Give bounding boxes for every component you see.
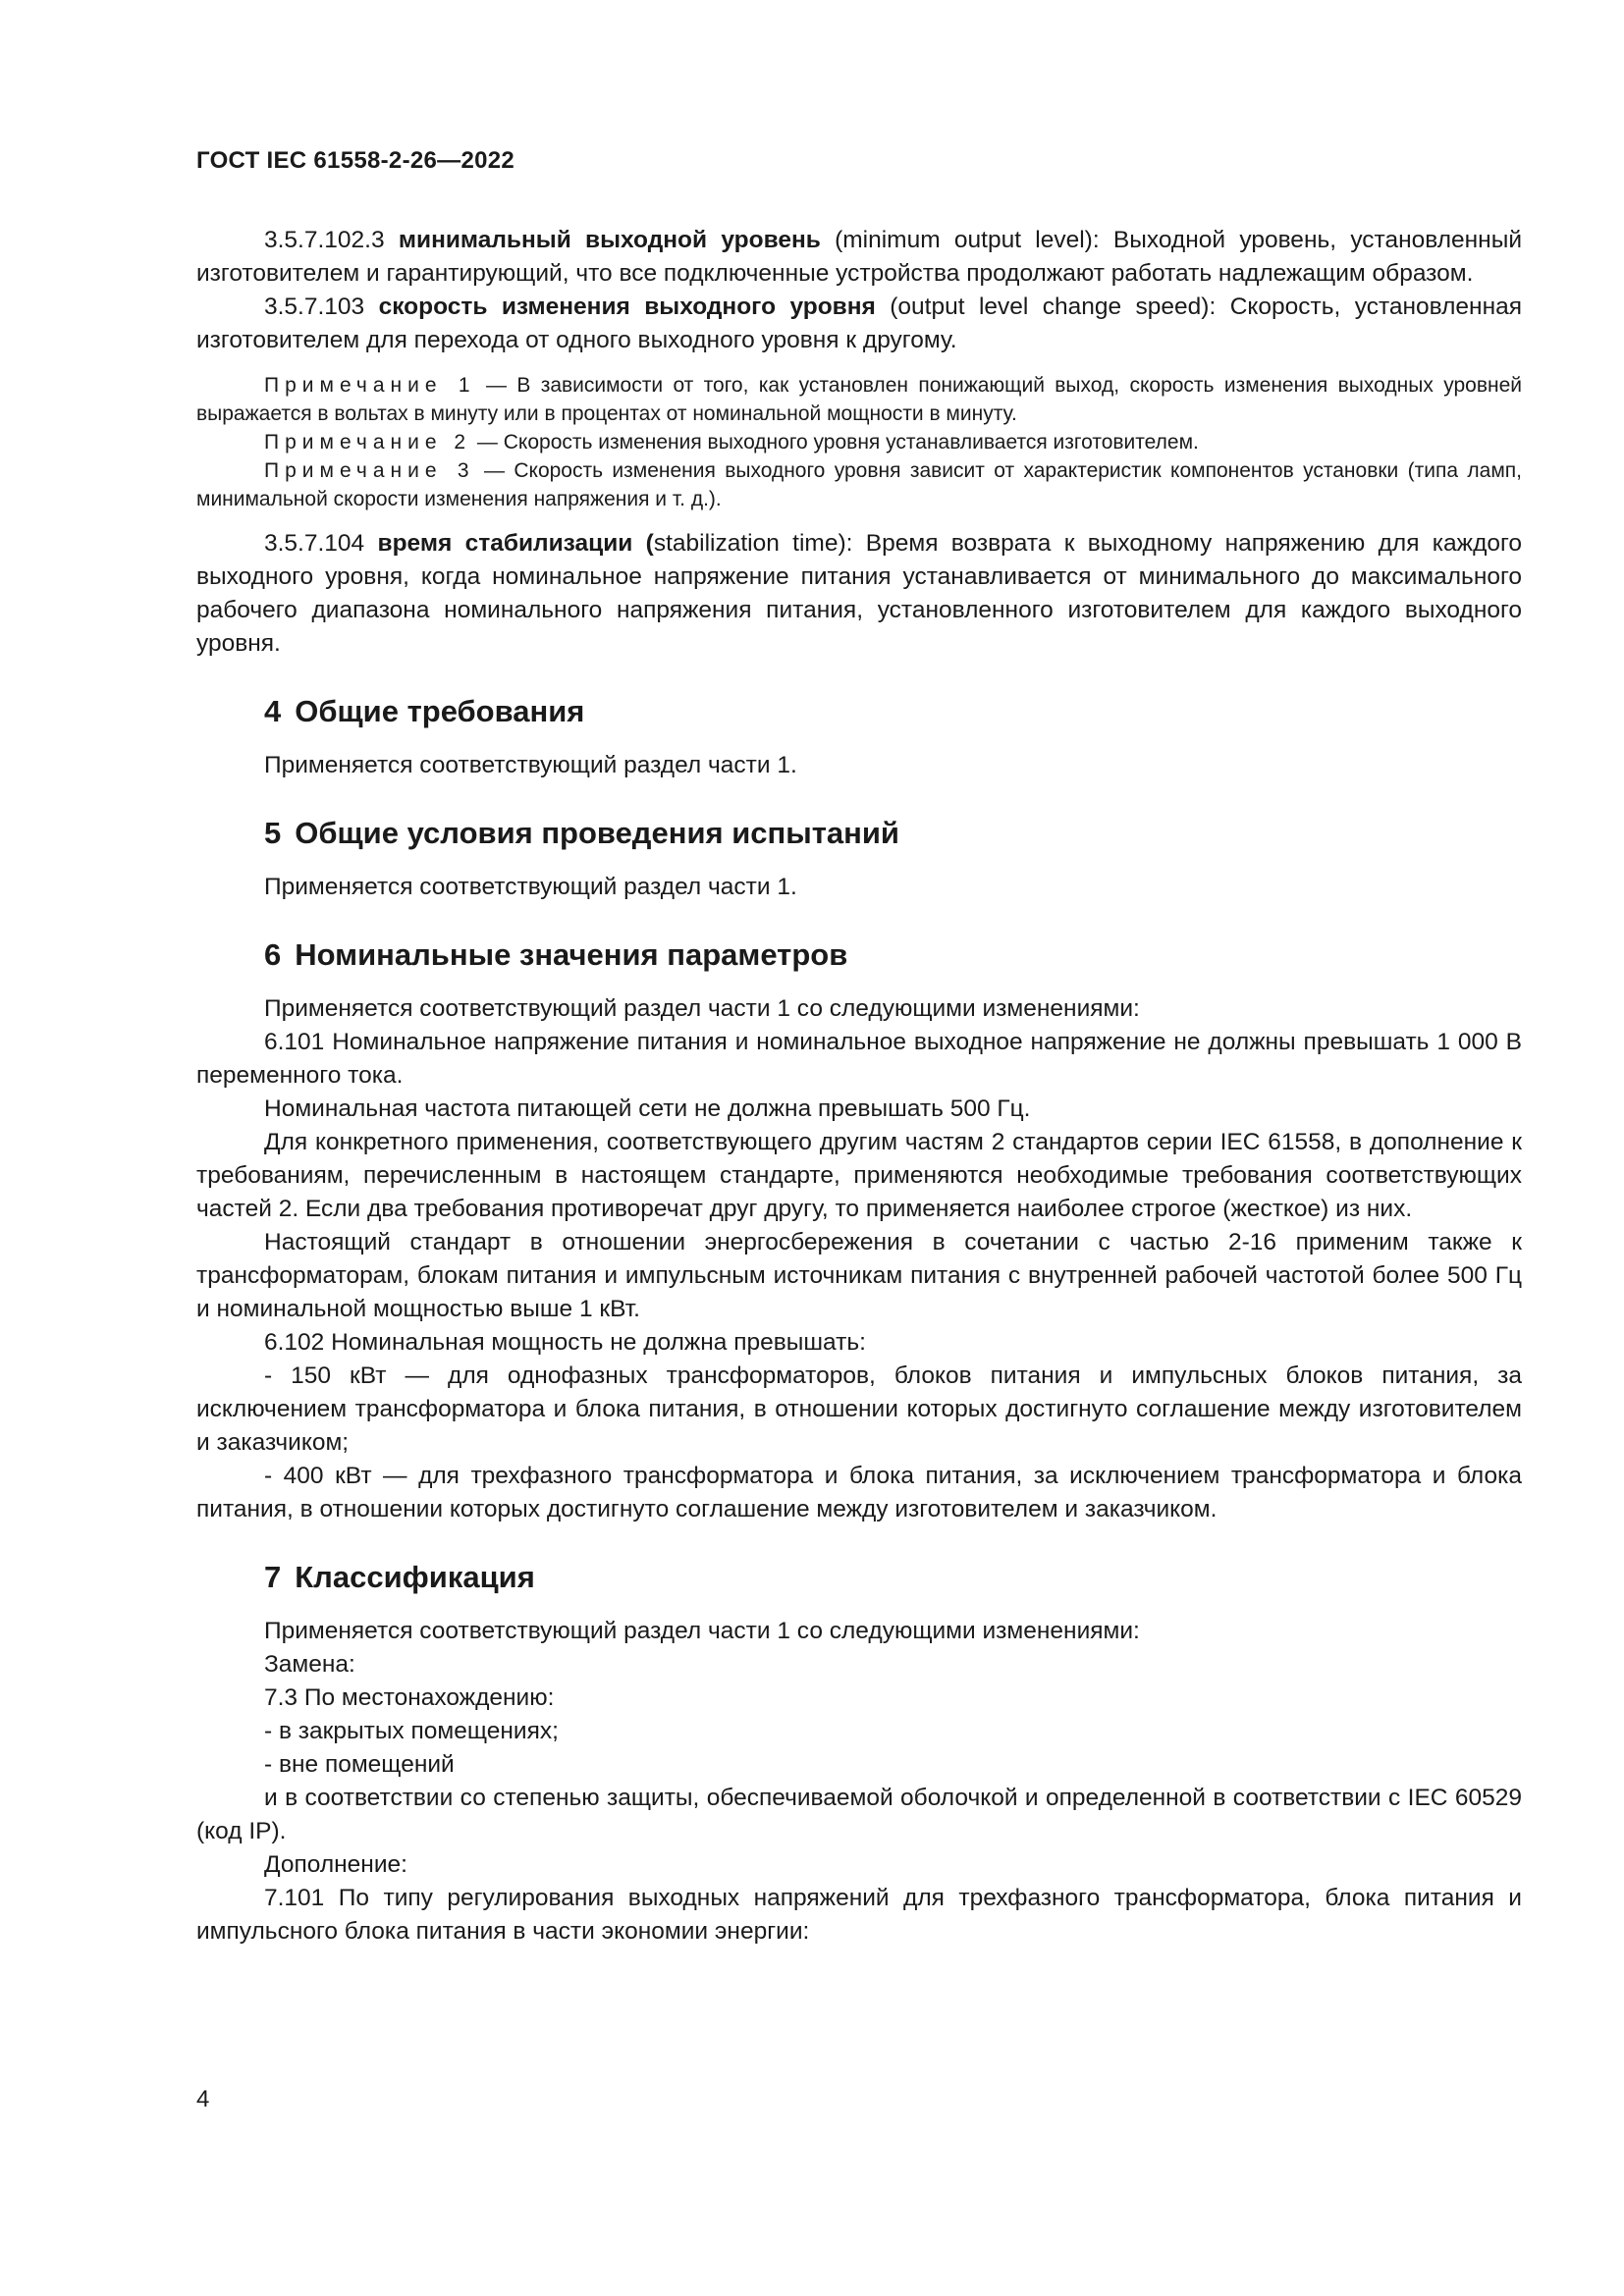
section-6-list-item: - 400 кВт — для трехфазного трансформатора и блока питания, за исключением трансформатора и блока питания, в отношении которых достигнуто соглашение между изготовителем и заказчиком.	[196, 1463, 1522, 1522]
definition-number: 3.5.7.103	[264, 294, 365, 320]
note-label: Примечание 3	[264, 459, 475, 482]
definition-3-5-7-102-3	[196, 224, 1522, 291]
section-title: Номинальные значения параметров	[295, 937, 848, 972]
section-title: Классификация	[295, 1560, 535, 1594]
section-number: 4	[264, 694, 282, 728]
definition-term: минимальный выходной уровень	[398, 227, 821, 253]
section-title: Общие требования	[295, 694, 585, 728]
section-number: 7	[264, 1560, 282, 1594]
section-7-list-item: - в закрытых помещениях;	[264, 1718, 559, 1744]
document-header: ГОСТ IEC 61558-2-26—2022	[196, 147, 515, 174]
page-number: 4	[196, 2086, 210, 2112]
section-7-paragraph: Замена:	[264, 1651, 355, 1678]
notes-block	[196, 371, 1522, 513]
definition-term: время стабилизации (	[377, 530, 654, 557]
section-7-list-item: - вне помещений	[264, 1751, 455, 1778]
section-4-paragraph: Применяется соответствующий раздел части 1.	[264, 752, 797, 778]
section-title: Общие условия проведения испытаний	[295, 816, 899, 850]
section-7-paragraph: Дополнение:	[264, 1851, 407, 1878]
section-number: 5	[264, 816, 282, 850]
section-4-heading	[264, 692, 1522, 731]
definition-term: скорость изменения выходного уровня	[378, 294, 876, 320]
section-number: 6	[264, 937, 282, 972]
section-7-paragraph: 7.101 По типу регулирования выходных напряжений для трехфазного трансформатора, блока питания и импульсного блока питания в части экономии энергии:	[196, 1885, 1522, 1945]
note-label: Примечание 1	[264, 374, 476, 397]
note-text: — Скорость изменения выходного уровня устанавливается изготовителем.	[476, 431, 1199, 454]
definition-text: stabilization time): Время возврата к выходному напряжению для каждого выходного уровня, когда номинальное напряжение питания устанавливается от минимального до максимального рабочего диапазона номинального напряжения питания, установленного изготовителем для каждого выходного уровня.	[196, 530, 1523, 657]
section-6-list-item: - 150 кВт — для однофазных трансформаторов, блоков питания и импульсных блоков питания, за исключением трансформатора и блока питания, в отношении которых достигнуто соглашение между изготовителем и заказчиком;	[196, 1362, 1522, 1456]
section-6-paragraph: Для конкретного применения, соответствующего другим частям 2 стандартов серии IEC 61558, в дополнение к требованиям, перечисленным в настоящем стандарте, применяются необходимые требования соответствующих частей 2. Если два требования противоречат друг другу, то применяется наиболее строгое (жесткое) из них.	[196, 1129, 1522, 1222]
note-2	[196, 428, 1522, 456]
section-7-paragraph: 7.3 По местонахождению:	[264, 1684, 555, 1711]
section-7-paragraph: Применяется соответствующий раздел части 1 со следующими изменениями:	[264, 1618, 1140, 1644]
definition-text: (minimum output level): Выходной уровень, установленный изготовителем и гарантирующий, что все подключенные устройства продолжают работать надлежащим образом.	[196, 227, 1522, 287]
section-6-heading	[264, 935, 1522, 975]
section-7-heading	[264, 1558, 1522, 1597]
section-6-paragraph: Настоящий стандарт в отношении энергосбережения в сочетании с частью 2-16 применим также к трансформаторам, блокам питания и импульсным источникам питания с внутренней рабочей частотой более 500 Гц и номинальной мощностью выше 1 кВт.	[196, 1229, 1522, 1322]
note-label: Примечание 2	[264, 431, 472, 454]
section-6-paragraph: Номинальная частота питающей сети не должна превышать 500 Гц.	[264, 1095, 1031, 1122]
definition-number: 3.5.7.102.3	[264, 227, 385, 253]
document-page	[196, 147, 1522, 1949]
note-1	[196, 371, 1522, 428]
definition-3-5-7-103	[196, 291, 1522, 357]
note-text: — В зависимости от того, как установлен понижающий выход, скорость изменения выходных уровней выражается в вольтах в минуту или в процентах от номинальной мощности в минуту.	[196, 374, 1522, 425]
note-text: — Скорость изменения выходного уровня зависит от характеристик компонентов установки (типа ламп, минимальной скорости изменения напряжения и т. д.).	[196, 459, 1522, 510]
section-6-paragraph: 6.102 Номинальная мощность не должна превышать:	[264, 1329, 866, 1356]
section-5-paragraph: Применяется соответствующий раздел части 1.	[264, 874, 797, 900]
note-3	[196, 456, 1522, 513]
section-5-heading	[264, 814, 1522, 853]
definition-text: (output level change speed): Скорость, установленная изготовителем для перехода от одного выходного уровня к другому.	[196, 294, 1522, 353]
section-6-paragraph: 6.101 Номинальное напряжение питания и номинальное выходное напряжение не должны превышать 1 000 В переменного тока.	[196, 1029, 1522, 1089]
definition-number: 3.5.7.104	[264, 530, 365, 557]
definition-3-5-7-104	[196, 527, 1522, 661]
section-7-paragraph: и в соответствии со степенью защиты, обеспечиваемой оболочкой и определенной в соответствии с IEC 60529 (код IP).	[196, 1785, 1522, 1844]
section-6-paragraph: Применяется соответствующий раздел части 1 со следующими изменениями:	[264, 995, 1140, 1022]
